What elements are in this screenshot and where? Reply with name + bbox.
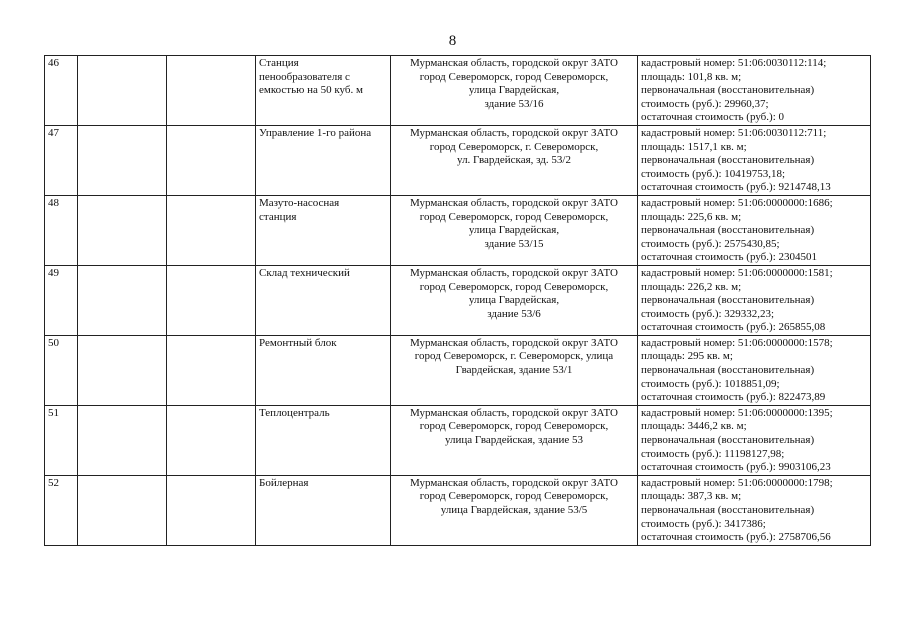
page-number: 8	[448, 33, 457, 49]
empty-cell	[78, 335, 167, 405]
row-number: 51	[45, 405, 78, 475]
row-number: 48	[45, 195, 78, 265]
table-row	[45, 56, 871, 126]
object-details: кадастровый номер: 51:06:0000000:1578; площадь: 295 кв. м; первоначальная (восстановительная) стоимость (руб.): 1018851,09; остаточная стоимость (руб.): 822473,89	[638, 335, 871, 405]
empty-cell	[78, 475, 167, 545]
empty-cell	[167, 405, 256, 475]
empty-cell	[167, 475, 256, 545]
object-name: Ремонтный блок	[256, 335, 391, 405]
object-address: Мурманская область, городской округ ЗАТО город Североморск, г. Североморск, ул. Гвардейская, зд. 53/2	[391, 125, 638, 195]
row-number: 46	[45, 56, 78, 126]
object-details: кадастровый номер: 51:06:0000000:1581; площадь: 226,2 кв. м; первоначальная (восстановительная) стоимость (руб.): 329332,23; остаточная стоимость (руб.): 265855,08	[638, 265, 871, 335]
object-name: Управление 1-го района	[256, 125, 391, 195]
object-address: Мурманская область, городской округ ЗАТО город Североморск, город Североморск, улица Гвардейская, здание 53/5	[391, 475, 638, 545]
object-address: Мурманская область, городской округ ЗАТО город Североморск, город Североморск, улица Гвардейская, здание 53/15	[391, 195, 638, 265]
object-name: Склад технический	[256, 265, 391, 335]
object-name: Теплоцентраль	[256, 405, 391, 475]
empty-cell	[78, 56, 167, 126]
object-details: кадастровый номер: 51:06:0000000:1798; площадь: 387,3 кв. м; первоначальная (восстановительная) стоимость (руб.): 3417386; остаточная стоимость (руб.): 2758706,56	[638, 475, 871, 545]
table-row	[45, 475, 871, 545]
row-number: 49	[45, 265, 78, 335]
empty-cell	[167, 195, 256, 265]
empty-cell	[167, 56, 256, 126]
property-table	[44, 55, 871, 546]
object-details: кадастровый номер: 51:06:0000000:1395; площадь: 3446,2 кв. м; первоначальная (восстановительная) стоимость (руб.): 11198127,98; остаточная стоимость (руб.): 9903106,23	[638, 405, 871, 475]
object-name: Станция пенообразователя с емкостью на 50 куб. м	[256, 56, 391, 126]
empty-cell	[167, 265, 256, 335]
table-row	[45, 195, 871, 265]
object-name: Бойлерная	[256, 475, 391, 545]
empty-cell	[78, 265, 167, 335]
table-row	[45, 335, 871, 405]
object-address: Мурманская область, городской округ ЗАТО город Североморск, город Североморск, улица Гвардейская, здание 53/6	[391, 265, 638, 335]
table-row	[45, 265, 871, 335]
object-details: кадастровый номер: 51:06:0030112:711; площадь: 1517,1 кв. м; первоначальная (восстановительная) стоимость (руб.): 10419753,18; остаточная стоимость (руб.): 9214748,13	[638, 125, 871, 195]
empty-cell	[167, 125, 256, 195]
empty-cell	[78, 195, 167, 265]
object-address: Мурманская область, городской округ ЗАТО город Североморск, город Североморск, улица Гвардейская, здание 53	[391, 405, 638, 475]
row-number: 50	[45, 335, 78, 405]
table-row	[45, 405, 871, 475]
object-details: кадастровый номер: 51:06:0000000:1686; площадь: 225,6 кв. м; первоначальная (восстановительная) стоимость (руб.): 2575430,85; остаточная стоимость (руб.): 2304501	[638, 195, 871, 265]
row-number: 47	[45, 125, 78, 195]
empty-cell	[78, 405, 167, 475]
table-row	[45, 125, 871, 195]
object-details: кадастровый номер: 51:06:0030112:114; площадь: 101,8 кв. м; первоначальная (восстановительная) стоимость (руб.): 29960,37; остаточная стоимость (руб.): 0	[638, 56, 871, 126]
empty-cell	[167, 335, 256, 405]
object-address: Мурманская область, городской округ ЗАТО город Североморск, город Североморск, улица Гвардейская, здание 53/16	[391, 56, 638, 126]
row-number: 52	[45, 475, 78, 545]
object-address: Мурманская область, городской округ ЗАТО город Североморск, г. Североморск, улица Гвардейская, здание 53/1	[391, 335, 638, 405]
object-name: Мазуто-насосная станция	[256, 195, 391, 265]
empty-cell	[78, 125, 167, 195]
